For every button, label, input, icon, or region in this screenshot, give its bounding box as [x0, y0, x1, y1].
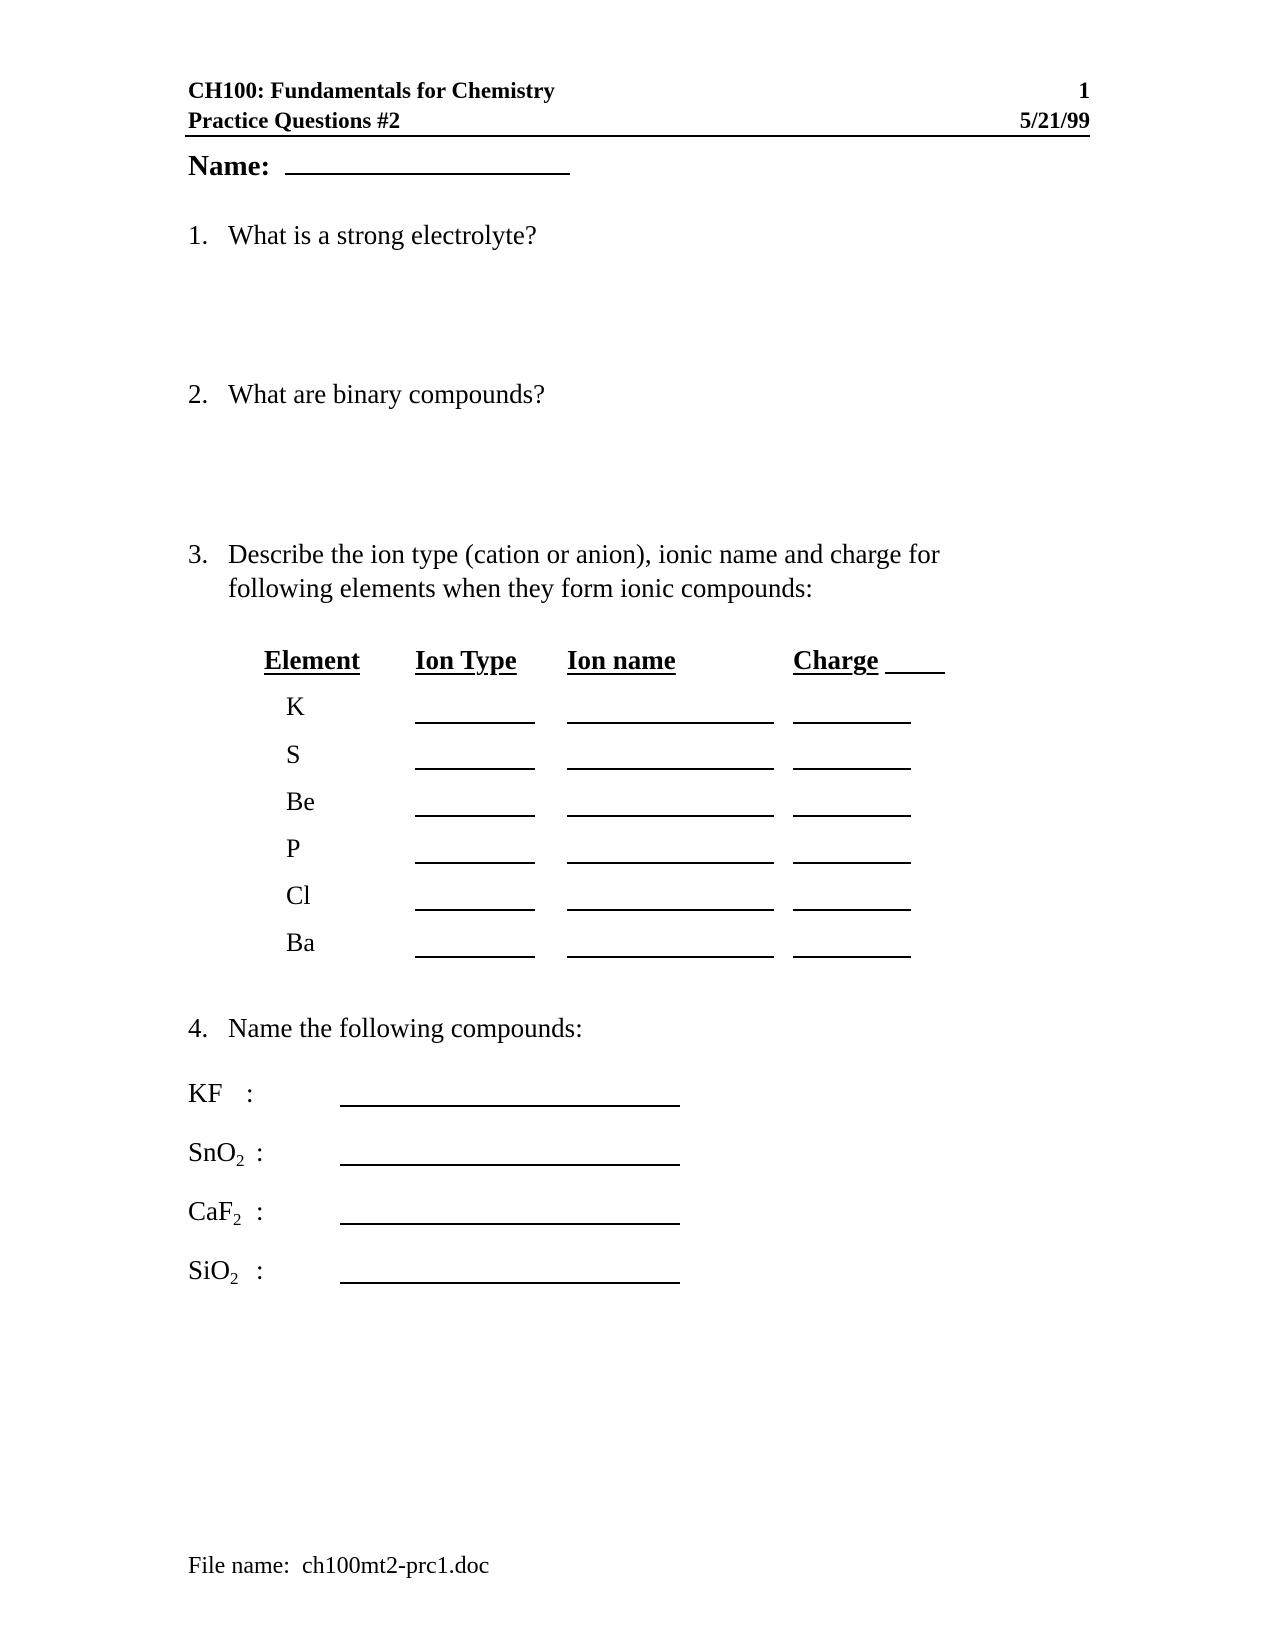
table-row-element: Cl — [286, 881, 311, 910]
ion-type-blank[interactable] — [415, 815, 535, 817]
question-number: 3. — [188, 539, 209, 569]
compound-formula: SnO$_2$ — [188, 1137, 245, 1170]
ion-type-blank[interactable] — [415, 956, 535, 958]
question-number: 1. — [188, 220, 209, 250]
ion-type-blank[interactable] — [415, 909, 535, 911]
question-text: Name the following compounds: — [228, 1013, 583, 1043]
question-4 — [188, 1011, 583, 1045]
ion-name-blank[interactable] — [567, 815, 774, 817]
ion-name-blank[interactable] — [567, 722, 774, 724]
question-1 — [188, 218, 537, 252]
ion-name-blank[interactable] — [567, 768, 774, 770]
ion-type-blank[interactable] — [415, 862, 535, 864]
question-2 — [188, 377, 545, 411]
table-row-element: Ba — [286, 928, 315, 957]
ion-type-blank[interactable] — [415, 722, 535, 724]
charge-blank[interactable] — [793, 815, 911, 817]
question-3-continued: following elements when they form ionic compounds: — [228, 573, 813, 603]
ion-name-blank[interactable] — [567, 862, 774, 864]
charge-blank[interactable] — [793, 768, 911, 770]
page-number: 1 — [1078, 78, 1090, 103]
charge-blank[interactable] — [793, 956, 911, 958]
table-header-ion-type: Ion Type — [415, 645, 517, 675]
charge-blank[interactable] — [793, 722, 911, 724]
footer-file: ch100mt2-prc1.doc — [301, 1553, 490, 1579]
compound-answer-blank[interactable] — [340, 1223, 680, 1225]
compound-separator: : — [256, 1255, 264, 1285]
compound-formula: KF — [188, 1078, 223, 1108]
ion-type-blank[interactable] — [415, 768, 535, 770]
question-text-line-1: Describe the ion type (cation or anion), ionic name and charge for — [228, 539, 940, 569]
compound-separator: : — [256, 1196, 264, 1226]
compound-answer-blank[interactable] — [340, 1105, 680, 1107]
table-header-charge: Charge — [793, 645, 879, 675]
question-number: 2. — [188, 379, 209, 409]
table-header-rule — [885, 672, 945, 674]
table-row-element: K — [286, 692, 305, 721]
table-row-element: S — [286, 740, 301, 769]
table-row-element: Be — [286, 787, 315, 816]
table-header-element: Element — [264, 645, 360, 675]
table-header-ion-name: Ion name — [567, 645, 676, 675]
document-subtitle: Practice Questions #2 — [188, 108, 401, 133]
charge-blank[interactable] — [793, 862, 911, 864]
compound-separator: : — [246, 1078, 254, 1108]
compound-formula: SiO$_2$ — [188, 1255, 239, 1288]
ion-name-blank[interactable] — [567, 909, 774, 911]
question-text: What is a strong electrolyte? — [228, 220, 537, 250]
compound-formula: CaF$_2$ — [188, 1196, 242, 1229]
footer-filename — [188, 1553, 489, 1580]
name-input-line[interactable] — [285, 151, 570, 175]
ion-name-blank[interactable] — [567, 956, 774, 958]
footer-label: File name: — [188, 1553, 290, 1579]
compound-separator: : — [256, 1137, 264, 1167]
question-number: 4. — [188, 1013, 209, 1043]
question-3 — [188, 537, 940, 571]
header-divider — [185, 135, 1090, 137]
document-date: 5/21/99 — [1019, 108, 1090, 133]
compound-answer-blank[interactable] — [340, 1282, 680, 1284]
course-title: CH100: Fundamentals for Chemistry — [188, 78, 555, 103]
name-field-row — [188, 150, 570, 183]
compound-answer-blank[interactable] — [340, 1164, 680, 1166]
question-text: What are binary compounds? — [228, 379, 546, 409]
table-row-element: P — [286, 834, 301, 863]
charge-blank[interactable] — [793, 909, 911, 911]
name-label: Name: — [188, 150, 271, 182]
